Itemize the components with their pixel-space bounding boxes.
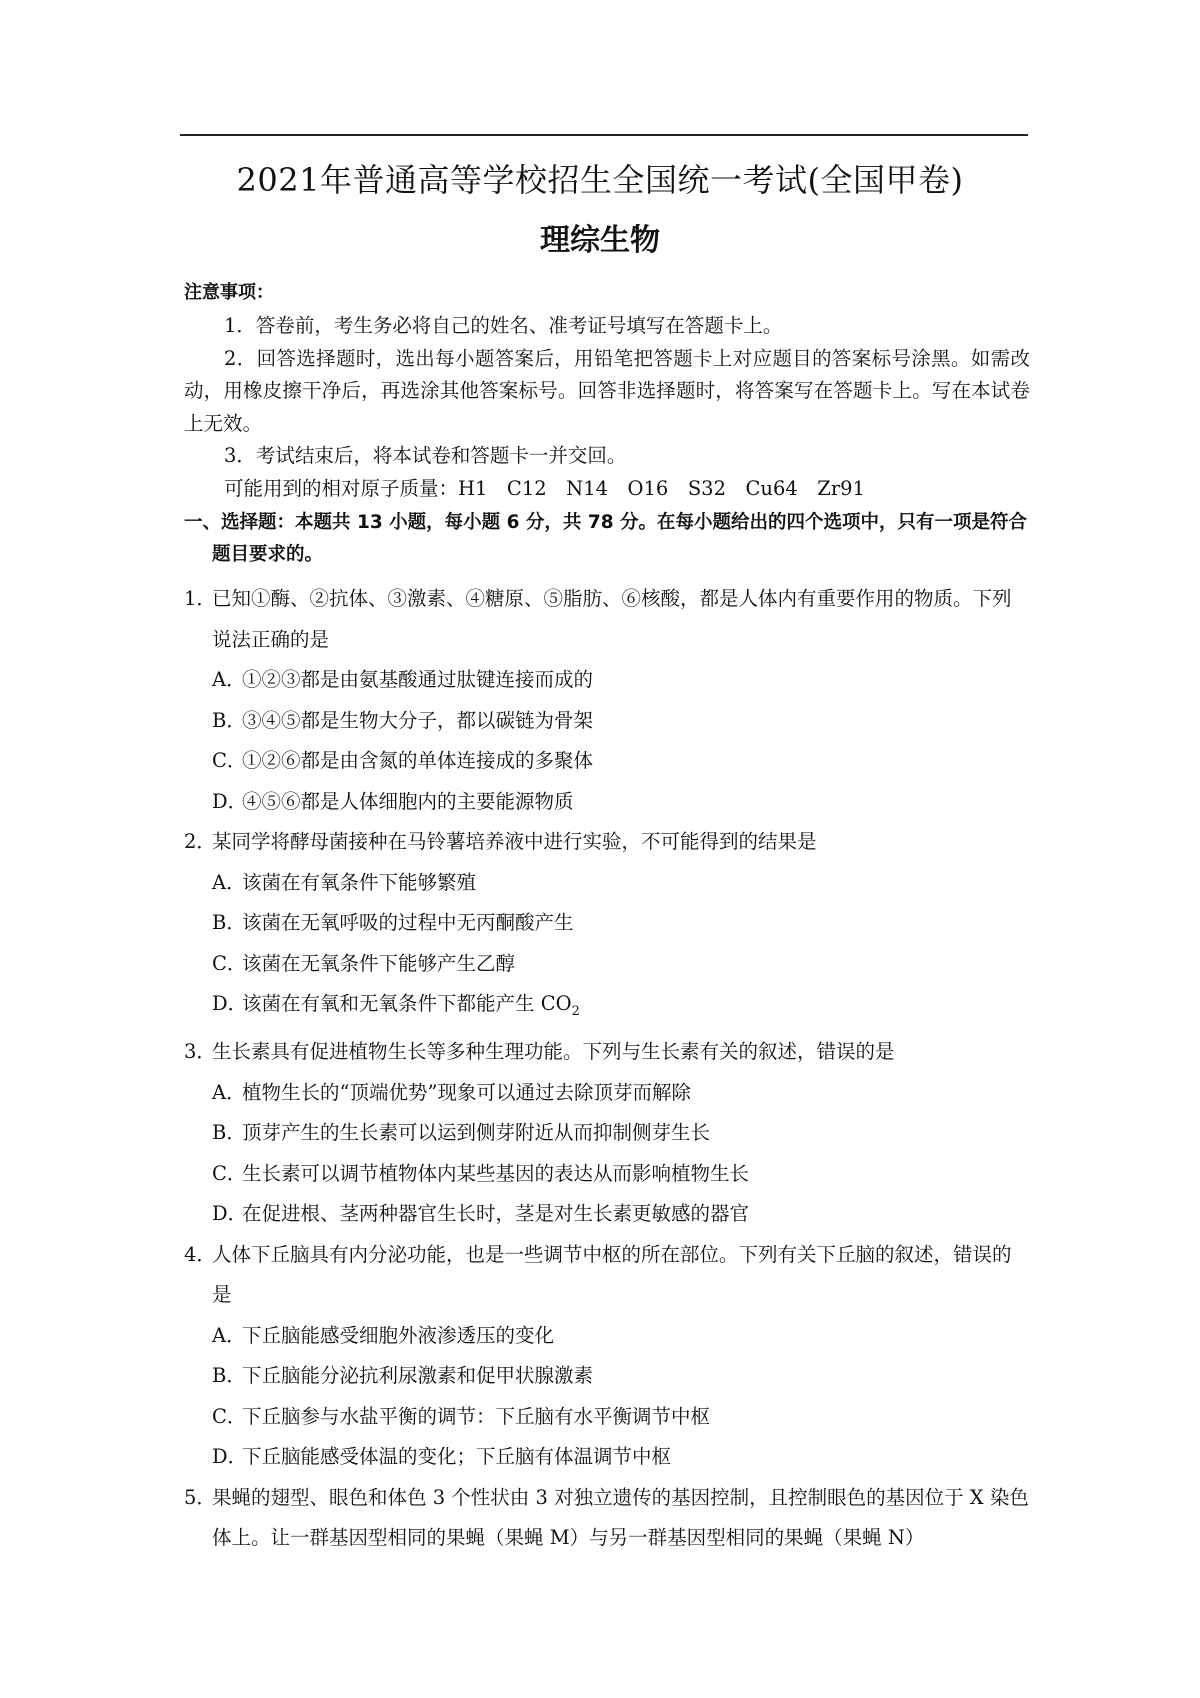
note-item: 3．考试结束后，将本试卷和答题卡一并交回。 (224, 444, 627, 467)
question-5 (184, 1478, 1030, 1559)
option-b (184, 1113, 1030, 1154)
option-d (184, 984, 1030, 1032)
question-stem: 人体下丘脑具有内分泌功能，也是一些调节中枢的所在部位。下列有关下丘脑的叙述，错误的是 (212, 1242, 1012, 1307)
option-label: A． (212, 1080, 246, 1104)
notes-heading: 注意事项： (184, 282, 274, 303)
option-b (184, 903, 1030, 944)
option-text: ③④⑤都是生物大分子，都以碳链为骨架 (242, 708, 594, 732)
subscript: 2 (571, 1003, 580, 1019)
option-label: B． (212, 911, 246, 934)
top-rule (180, 134, 1028, 136)
option-label: D． (212, 1445, 248, 1469)
option-text: 该菌在有氧和无氧条件下都能产生 CO (242, 992, 572, 1015)
option-label: C． (212, 1161, 247, 1185)
question-4 (184, 1235, 1030, 1316)
question-stem: 生长素具有促进植物生长等多种生理功能。下列与生长素有关的叙述，错误的是 (212, 1040, 895, 1064)
question-list (184, 579, 1030, 1559)
option-text: 该菌在无氧条件下能够产生乙醇 (242, 951, 516, 975)
option-text: 顶芽产生的生长素可以运到侧芽附近从而抑制侧芽生长 (242, 1121, 711, 1145)
option-a (184, 863, 1030, 904)
option-label: C． (212, 1404, 247, 1428)
note-item: 1．答卷前，考生务必将自己的姓名、准考证号填写在答题卡上。 (224, 314, 783, 337)
page-subtitle: 理综生物 (540, 223, 660, 258)
option-a (184, 660, 1030, 701)
option-c (184, 944, 1030, 985)
option-label: D． (212, 789, 248, 813)
option-text: 植物生长的“顶端优势”现象可以通过去除顶芽而解除 (242, 1080, 691, 1104)
option-d (184, 1437, 1030, 1478)
note-item: 2．回答选择题时，选出每小题答案后，用铅笔把答题卡上对应题目的答案标号涂黑。如需改动，用橡皮擦干净后，再选涂其他答案标号。回答非选择题时，将答案写在答题卡上。写在本试卷上无效。 (184, 346, 1030, 435)
question-stem: 已知①酶、②抗体、③激素、④糖原、⑤脂肪、⑥核酸，都是人体内有重要作用的物质。下列说法正确的是 (212, 587, 1012, 651)
option-label: D． (212, 1202, 248, 1226)
question-2 (184, 822, 1030, 863)
option-c (184, 1154, 1030, 1195)
option-a (184, 1073, 1030, 1114)
option-text: 下丘脑能分泌抗利尿激素和促甲状腺激素 (242, 1364, 594, 1388)
option-text: ①②⑥都是由含氮的单体连接成的多聚体 (242, 749, 594, 772)
option-label: B． (212, 708, 246, 732)
option-label: C． (212, 951, 247, 975)
question-3 (184, 1032, 1030, 1073)
question-number: 4． (184, 1242, 216, 1266)
option-label: A． (212, 1323, 246, 1347)
option-label: A． (212, 668, 246, 691)
question-number: 3． (184, 1040, 216, 1064)
option-label: A． (212, 870, 246, 894)
option-c (184, 741, 1030, 782)
option-text: 下丘脑能感受细胞外液渗透压的变化 (242, 1323, 555, 1347)
document-body (184, 278, 1030, 1559)
option-label: C． (212, 749, 247, 772)
question-number: 2． (184, 830, 216, 853)
question-1 (184, 579, 1030, 660)
option-text: 该菌在无氧呼吸的过程中无丙酮酸产生 (242, 911, 574, 934)
option-label: B． (212, 1121, 246, 1145)
option-text: 该菌在有氧条件下能够繁殖 (242, 870, 477, 894)
question-stem: 果蝇的翅型、眼色和体色 3 个性状由 3 对独立遗传的基因控制，且控制眼色的基因位于 X 染色体上。让一群基因型相同的果蝇（果蝇 M）与另一群基因型相同的果蝇（果蝇 N） (212, 1485, 1029, 1550)
option-b (184, 701, 1030, 742)
option-label: B． (212, 1364, 246, 1388)
option-text: 在促进根、茎两种器官生长时，茎是对生长素更敏感的器官 (242, 1202, 750, 1226)
question-stem: 某同学将酵母菌接种在马铃薯培养液中进行实验，不可能得到的结果是 (212, 830, 817, 853)
option-text: ①②③都是由氨基酸通过肽键连接而成的 (242, 668, 594, 691)
question-number: 5． (184, 1485, 216, 1509)
section-heading: 一、选择题：本题共 13 小题，每小题 6 分，共 78 分。在每小题给出的四个选项中，只有一项是符合题目要求的。 (184, 512, 1028, 565)
option-text: 下丘脑能感受体温的变化；下丘脑有体温调节中枢 (242, 1445, 672, 1469)
atomic-mass-line: 可能用到的相对原子质量：H1 C12 N14 O16 S32 Cu64 Zr91 (224, 476, 865, 500)
option-d (184, 1194, 1030, 1235)
option-a (184, 1316, 1030, 1357)
option-text: 生长素可以调节植物体内某些基因的表达从而影响植物生长 (242, 1161, 750, 1185)
page-title: 2021年普通高等学校招生全国统一考试(全国甲卷) (236, 161, 964, 199)
option-text: 下丘脑参与水盐平衡的调节：下丘脑有水平衡调节中枢 (242, 1404, 711, 1428)
option-d (184, 782, 1030, 823)
question-number: 1． (184, 587, 216, 610)
option-label: D． (212, 992, 248, 1015)
option-text: ④⑤⑥都是人体细胞内的主要能源物质 (242, 789, 574, 813)
option-b (184, 1356, 1030, 1397)
option-c (184, 1397, 1030, 1438)
